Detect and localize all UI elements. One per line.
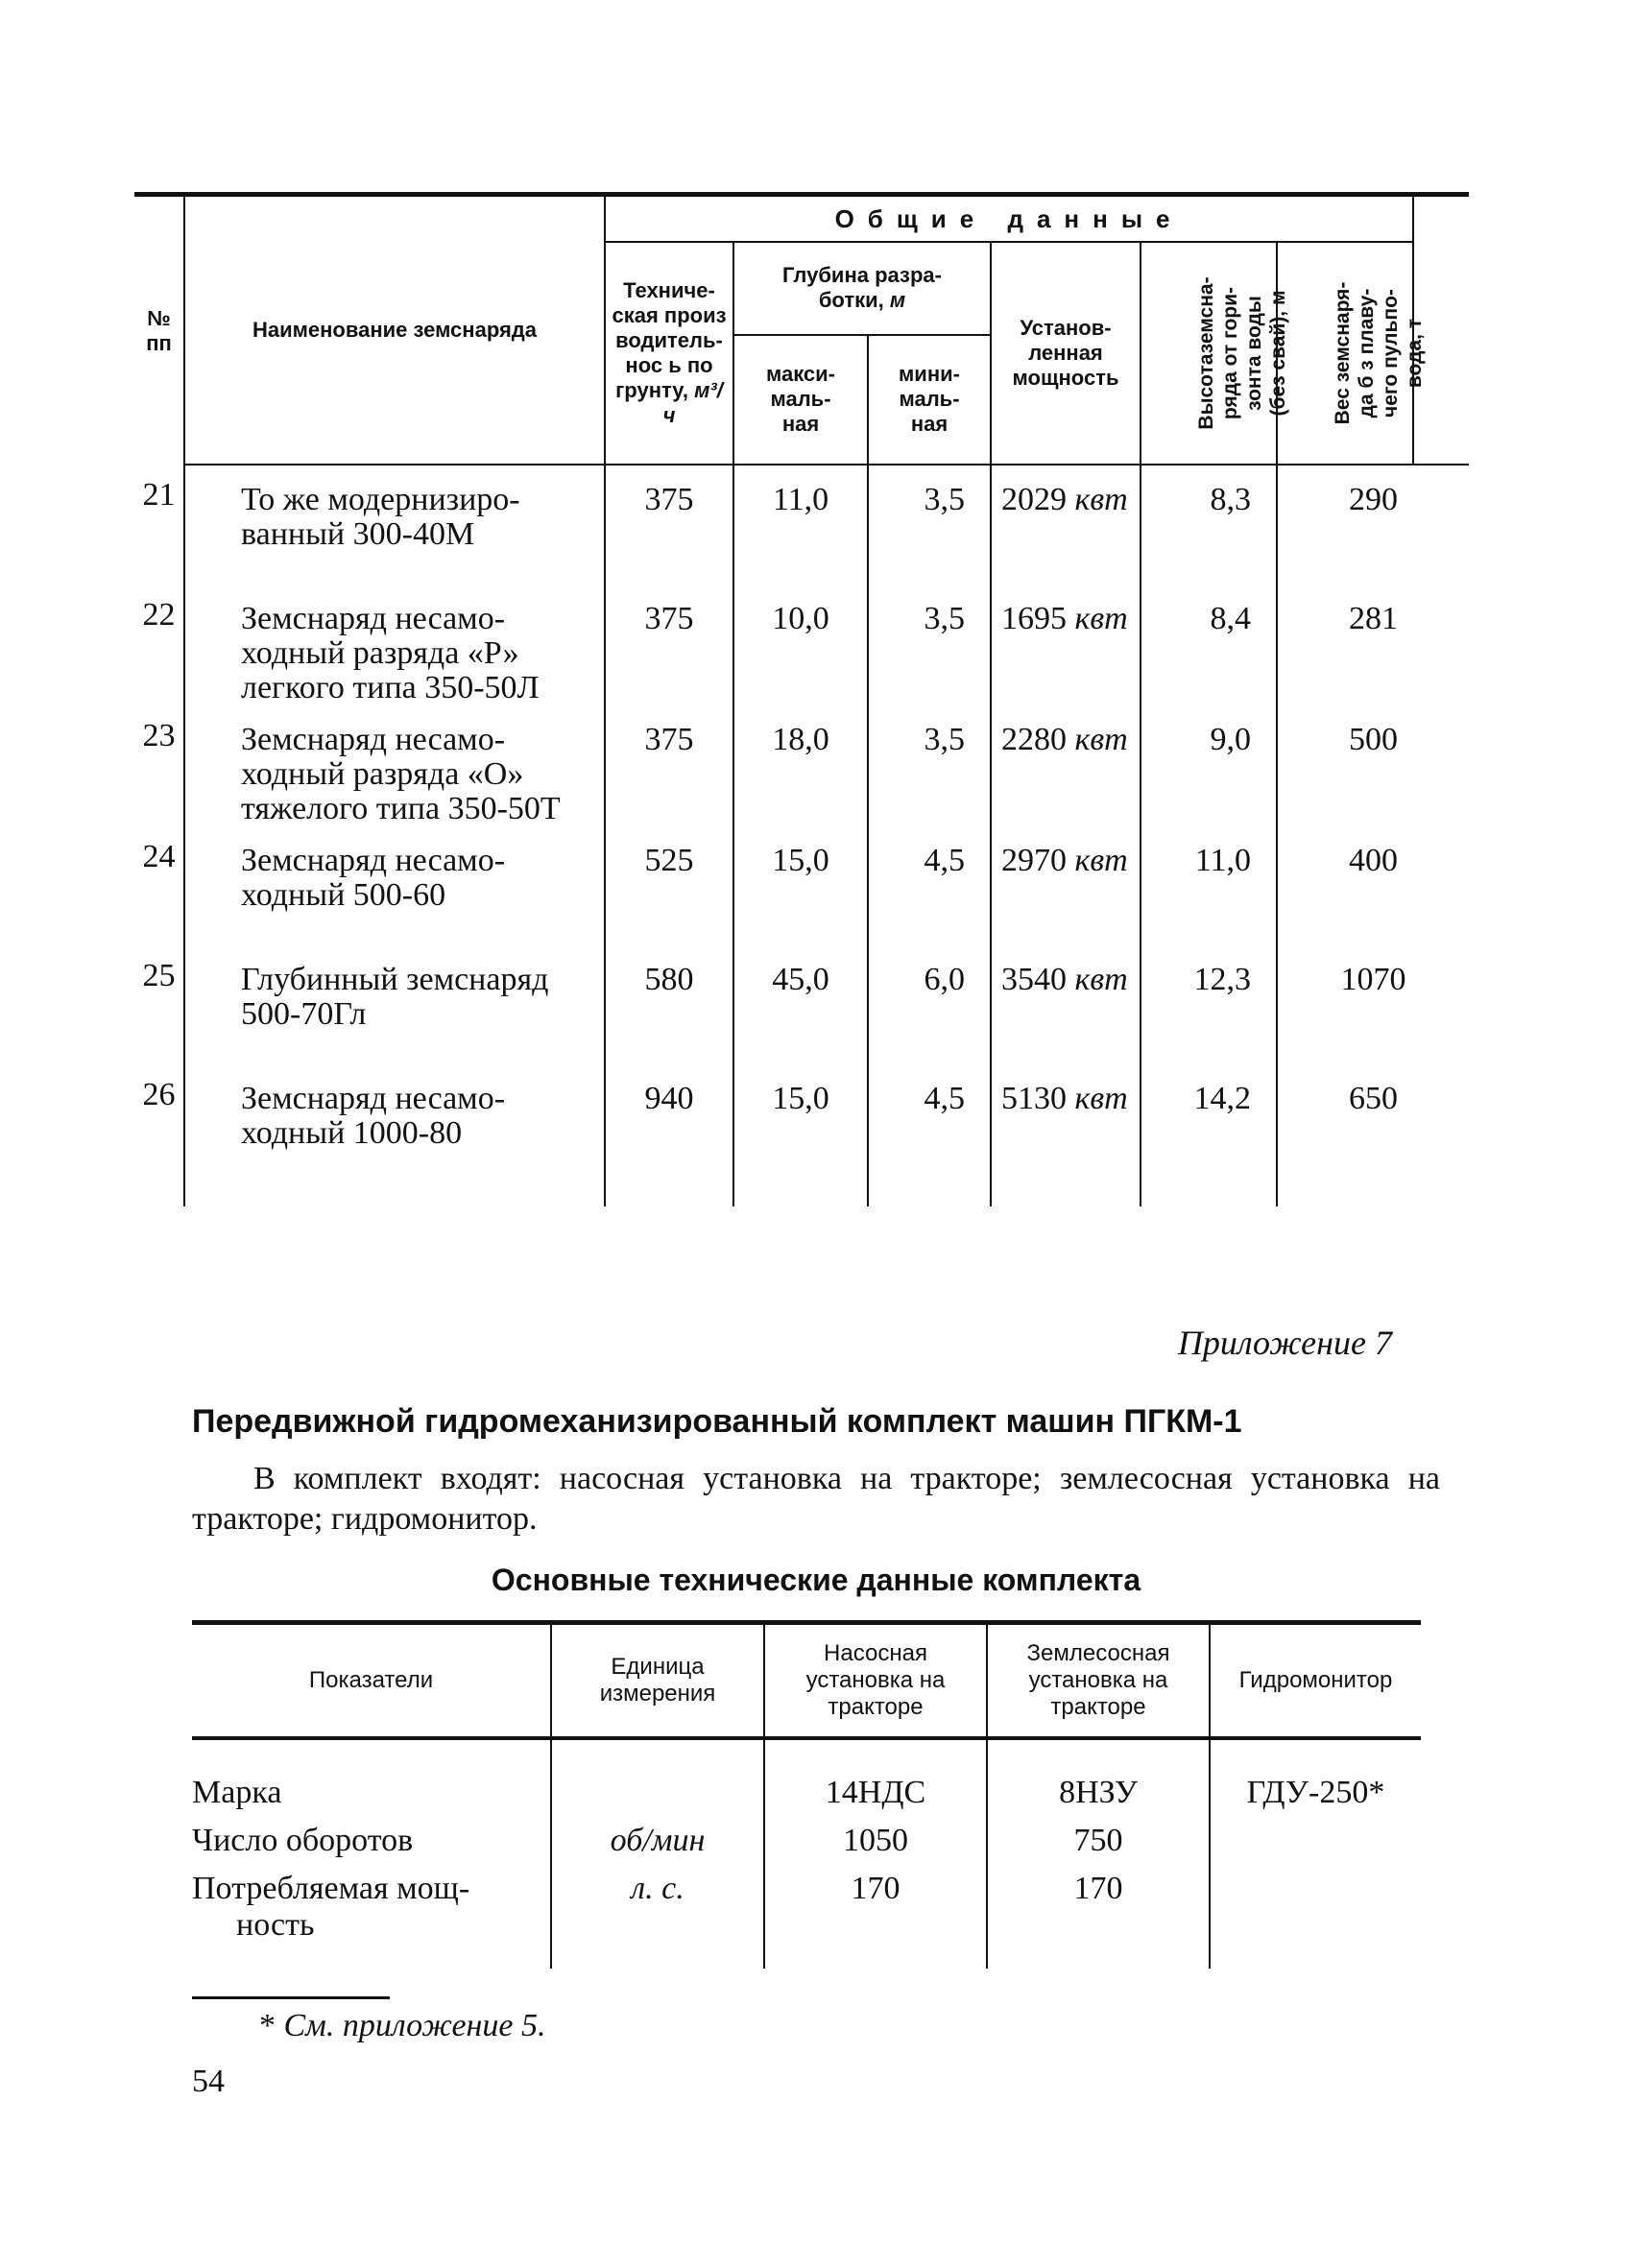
header-weight: Вес земснаря- да б з плаву- чего пульпо- вода, т	[1277, 242, 1413, 465]
table-row: 24 Земснаряд несамо- ходный 500-60 525 15,0 4,5 2970 квт 11,0 400	[134, 826, 1469, 945]
header-group: Общие данные	[605, 195, 1413, 243]
table-row: 21 То же модернизиро- ванный 300-40М 375 11,0 3,5 2029 квт 8,3 290	[134, 465, 1469, 585]
footnote-rule	[192, 1996, 390, 1999]
kit-table	[192, 1620, 1421, 1969]
table-row: 22 Земснаряд несамо- ходный разряда «Р» легкого типа 350-50Л 375 10,0 3,5 1695 квт 8,4 281	[134, 585, 1469, 705]
table-row: 26 Земснаряд несамо- ходный 1000-80 940 15,0 4,5 5130 квт 14,2 650	[134, 1064, 1469, 1206]
header-name: Наименование земснаряда	[184, 195, 605, 466]
header-depth: Глубина разра- ботки, м	[733, 242, 991, 335]
header-monitor: Гидромонитор	[1210, 1623, 1421, 1739]
header-height: Высотаземсна- ряда от гори- зонта воды (без свай), м	[1141, 242, 1277, 465]
kit-title: Передвижной гидромеханизированный комплект машин ПГКМ-1	[192, 1403, 1242, 1440]
header-dredge-pump: Землесосная установка на тракторе	[987, 1623, 1210, 1739]
table-row: Число оборотов об/мин 1050 750	[192, 1817, 1421, 1865]
header-productivity: Техниче- ская произ водитель- нос ь по грунту, м³/ч	[605, 242, 733, 465]
header-pump: Насосная установка на тракторе	[764, 1623, 987, 1739]
dredger-table	[134, 192, 1469, 1206]
footnote: * См. приложение 5.	[259, 2008, 546, 2043]
page-number: 54	[192, 2064, 225, 2099]
header-depth-min: мини- маль- ная	[868, 335, 991, 465]
kit-description: В комплект входят: насосная установка на тракторе; землесосная установка на тракторе; гидромонитор.	[192, 1461, 1440, 1537]
table-row: 25 Глубинный земснаряд 500-70Гл 580 45,0 6,0 3540 квт 12,3 1070	[134, 945, 1469, 1064]
header-indicator: Показатели	[192, 1623, 551, 1739]
header-no: № пп	[146, 305, 172, 355]
table2-title: Основные технические данные комплекта	[491, 1563, 1141, 1597]
appendix-label: Приложение 7	[1177, 1324, 1392, 1362]
header-unit: Единица измерения	[551, 1623, 764, 1739]
table-row: 23 Земснаряд несамо- ходный разряда «О» тяжелого типа 350-50Т 375 18,0 3,5 2280 квт 9,0 500	[134, 705, 1469, 826]
header-depth-max: макси- маль- ная	[733, 335, 868, 465]
table-row: Потребляемая мощ- ность л. с. 170 170	[192, 1865, 1421, 1969]
header-power: Установ- ленная мощность	[991, 242, 1141, 465]
table-row: Марка 14НДС 8НЗУ ГДУ-250*	[192, 1738, 1421, 1817]
